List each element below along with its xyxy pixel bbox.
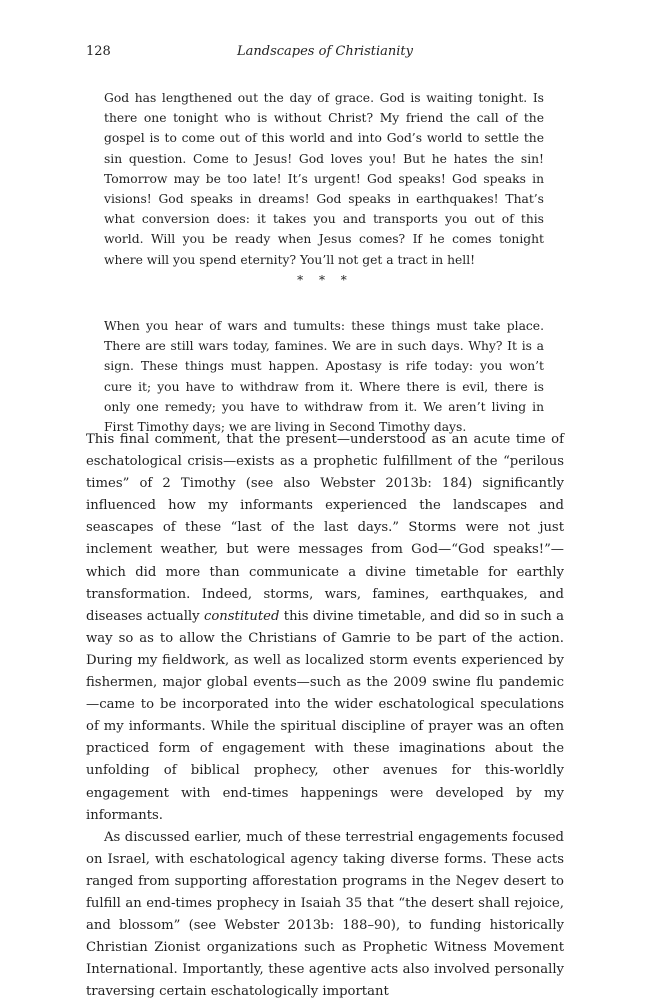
quote-text: God has lengthened out the day of grace. God is waiting tonight. Is there one tonight who is without Christ? My friend the call of the gospel is to come out of this world and into God’s world to settle the sin question. Come to Jesus! God loves you! But he hates the sin! Tomorrow may be too late! It’s urgent! God speaks! God speaks in visions! God speaks in dreams! God speaks in earthquakes! That’s what conversion does: it takes you and transports you out of this world. Will you be ready when Jesus comes? If he comes tonight where will you spend eternity? You’ll not get a tract in hell! bbox=[104, 91, 544, 267]
paragraph-2: As discussed earlier, much of these terrestrial engagements focused on Israel, with eschatological agency taking diverse forms. These acts ranged from supporting afforestation programs in the Negev desert to fulfill an end-times prophecy in Isaiah 35 that “the desert shall rejoice, and blossom” (see Webster 2013b: 188–90), to funding historically Christian Zionist organizations such as Prophetic Witness Movement International. Importantly, these agentive acts also involved personally traversing certain eschatologically important bbox=[86, 829, 564, 1000]
emphasis-constituted: constituted bbox=[203, 608, 280, 624]
block-quote-sermon bbox=[104, 88, 544, 270]
page-number: 128 bbox=[86, 44, 111, 59]
page-header bbox=[86, 44, 564, 64]
quote-text: When you hear of wars and tumults: these things must take place. There are still wars today, famines. We are in such days. Why? It is a sign. These things must happen. Apostasy is rife today: you won’t cure it; you have to withdraw from it. Where there is evil, there is only one remedy; you have to withdraw from it. We aren’t living in First Timothy days; we are living in Second Timothy days. bbox=[104, 319, 544, 435]
section-separator: * * * bbox=[297, 273, 353, 287]
paragraph-1-part-a: This final comment, that the present—understood as an acute time of eschatological crisis—exists as a prophetic fulfillment of the “perilous times” of 2 Timothy (see also Webster 2013b: 184) significantly influenced how my informants experienced the landscapes and seascapes of these “last of the last days.” Storms were not just inclement weather, but were messages from God—“God speaks!”—which did more than communicate a divine timetable for earthly transformation. Indeed, storms, wars, famines, earthquakes, and diseases actually bbox=[86, 432, 564, 624]
block-quote-wars bbox=[104, 316, 544, 437]
body-text bbox=[86, 429, 564, 1003]
running-title: Landscapes of Christianity bbox=[237, 44, 413, 59]
paragraph-1 bbox=[86, 429, 564, 827]
paragraph-1-part-b: this divine timetable, and did so in such a way so as to allow the Christians of Gamrie to be part of the action. During my fieldwork, as well as localized storm events experienced by fishermen, major global events—such as the 2009 swine flu pandemic—came to be incorporated into the wider eschatological speculations of my informants. While the spiritual discipline of prayer was an often practiced form of engagement with these imaginations about the unfolding of biblical prophecy, other avenues for this-worldly engagement with end-times happenings were developed by my informants. bbox=[86, 608, 565, 823]
